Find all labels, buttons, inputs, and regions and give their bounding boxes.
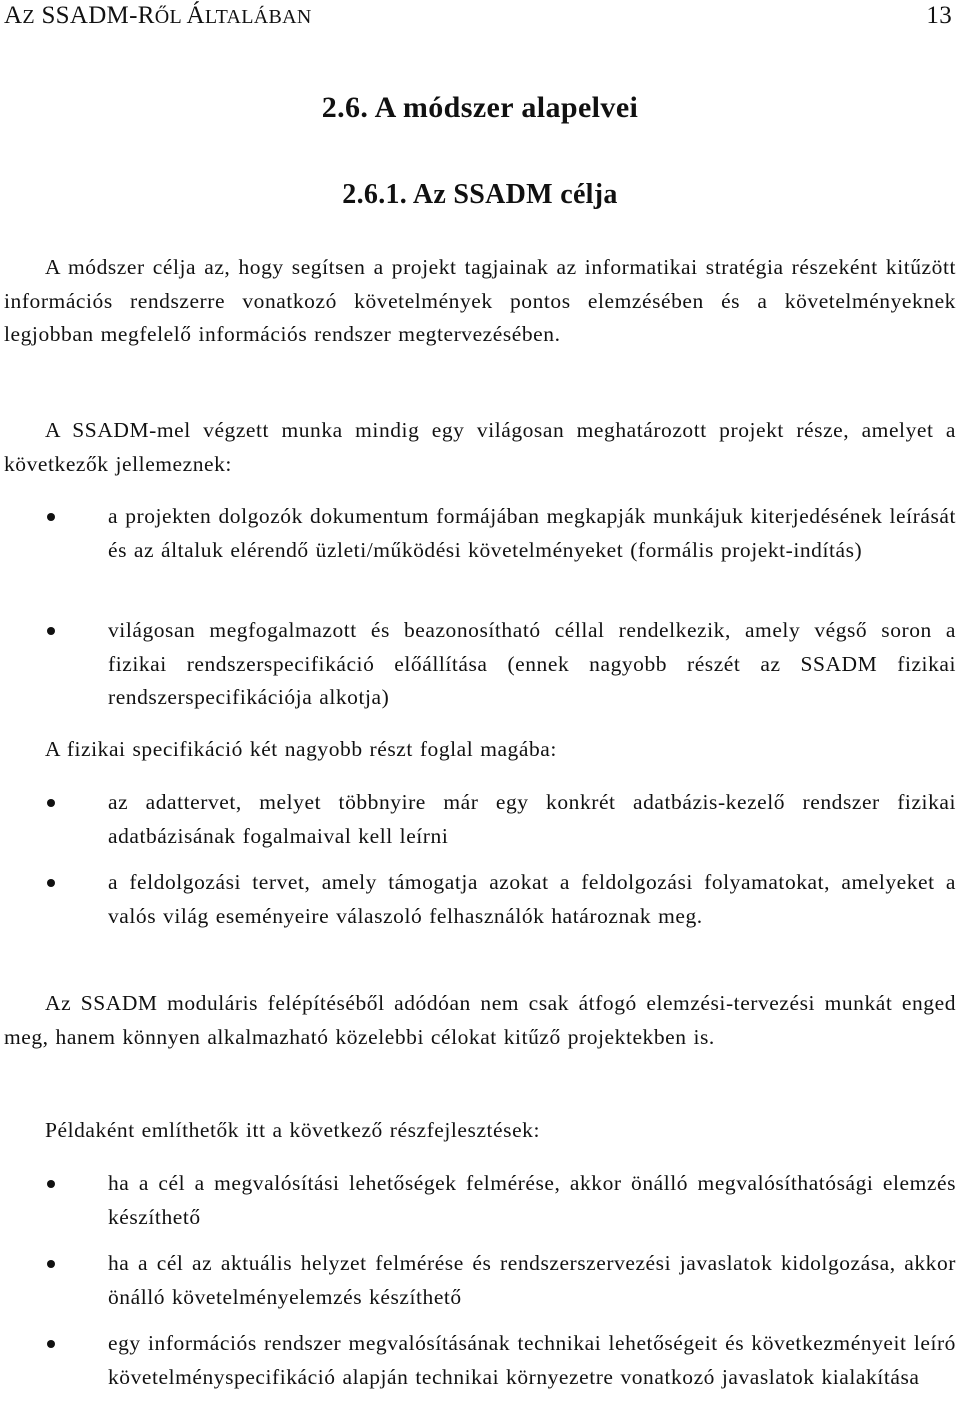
list-item xyxy=(74,1167,956,1234)
list-item-text: világosan megfogalmazott és beazonosítható céllal rendelkezik, amely végső soron a fizikai rendszerspecifikáció előállítása (ennek nagyobb részét az SSADM fizikai rendszerspecifikációja alkotja) xyxy=(108,618,956,709)
bullet-icon xyxy=(47,1340,55,1348)
running-title-part: Á xyxy=(186,2,205,29)
list-item xyxy=(74,500,956,567)
list-item-text: egy információs rendszer megvalósításának technikai lehetőségeit és következményeit leíró követelményspecifikáció alapján technikai környezetre vonatkozó javaslatok kialakítása xyxy=(108,1331,956,1389)
list-item xyxy=(74,786,956,853)
running-title-part: R xyxy=(137,2,155,29)
running-title-part: Z xyxy=(22,6,35,28)
bullet-icon xyxy=(47,1180,55,1188)
paragraph-modular: Az SSADM moduláris felépítéséből adódóan nem csak átfogó elemzési-tervezési munkát enged meg, hanem könnyen alkalmazható közelebbi célokat kitűző projektekben is. xyxy=(4,991,956,1049)
paragraph-physical-spec: A fizikai specifikáció két nagyobb részt foglal magába: xyxy=(45,737,557,761)
list-item xyxy=(74,614,956,715)
subsection-heading: 2.6.1. Az SSADM célja xyxy=(342,179,618,210)
paragraph-examples: Példaként említhetők itt a következő részfejlesztések: xyxy=(45,1118,540,1142)
running-header xyxy=(4,0,954,40)
running-title-part: LTALÁBAN xyxy=(204,6,312,28)
paragraph-purpose: A módszer célja az, hogy segítsen a projekt tagjainak az informatikai stratégia részeként kitűzött információs rendszerre vonatkozó követelmények pontos elemzésében és a követelményeknek legjobban megfelelő információs rendszer megtervezésében. xyxy=(4,255,956,346)
page-number: 13 xyxy=(926,2,952,29)
list-item xyxy=(74,1247,956,1314)
section-heading: 2.6. A módszer alapelvei xyxy=(321,91,639,124)
list-item-text: ha a cél az aktuális helyzet felmérése és rendszerszervezési javaslatok kidolgozása, akkor önálló követelményelemzés készíthető xyxy=(108,1251,956,1309)
running-title-part: A xyxy=(4,2,23,29)
list-item-text: a feldolgozási tervet, amely támogatja azokat a feldolgozási folyamatokat, amelyeket a valós világ eseményeire válaszoló felhasználók határoznak meg. xyxy=(108,870,956,928)
bullet-icon xyxy=(47,513,55,521)
list-item-text: az adattervet, melyet többnyire már egy konkrét adatbázis-kezelő rendszer fizikai adatbázisának fogalmaival kell leírni xyxy=(108,790,956,848)
running-title xyxy=(4,2,312,29)
list-item xyxy=(74,866,956,933)
list-item-text: a projekten dolgozók dokumentum formájában megkapják munkájuk kiterjedésének leírását és az általuk elérendő üzleti/működési követelményeket (formális projekt-indítás) xyxy=(108,504,956,562)
bullet-icon xyxy=(47,627,55,635)
running-title-part: ŐL xyxy=(154,6,187,28)
bullet-icon xyxy=(47,1260,55,1268)
bullet-icon xyxy=(47,879,55,887)
paragraph-project: A SSADM-mel végzett munka mindig egy világosan meghatározott projekt része, amelyet a következők jellemeznek: xyxy=(4,418,956,476)
running-title-part: SSADM- xyxy=(34,2,138,29)
bullet-icon xyxy=(47,799,55,807)
list-item xyxy=(74,1327,956,1394)
list-item-text: ha a cél a megvalósítási lehetőségek felmérése, akkor önálló megvalósíthatósági elemzés készíthető xyxy=(108,1171,956,1229)
